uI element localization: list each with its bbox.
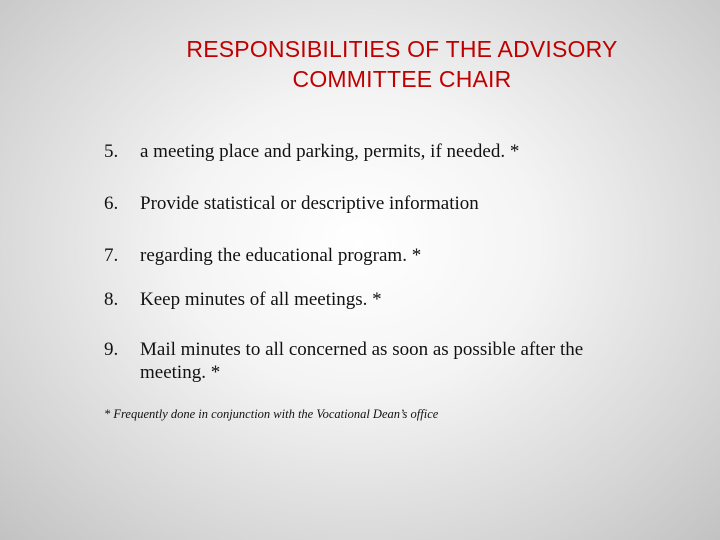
item-number: 7. [104, 245, 119, 266]
title-line-1: RESPONSIBILITIES OF THE ADVISORY [186, 36, 618, 62]
item-text: Keep minutes of all meetings. * [140, 289, 382, 310]
item-number: 9. [104, 339, 119, 360]
item-text: a meeting place and parking, permits, if needed. * [140, 141, 520, 162]
item-text: Mail minutes to all concerned as soon as possible after the meeting. * [140, 339, 584, 383]
item-number: 5. [104, 141, 119, 162]
slide-title [60, 34, 720, 94]
item-number: 6. [104, 193, 119, 214]
item-text: regarding the educational program. * [140, 245, 422, 266]
item-text: Provide statistical or descriptive information [140, 193, 479, 214]
title-line-2: COMMITTEE CHAIR [292, 66, 512, 92]
item-number: 8. [104, 289, 119, 310]
footnote: * Frequently done in conjunction with the Vocational Dean’s office [104, 407, 439, 421]
